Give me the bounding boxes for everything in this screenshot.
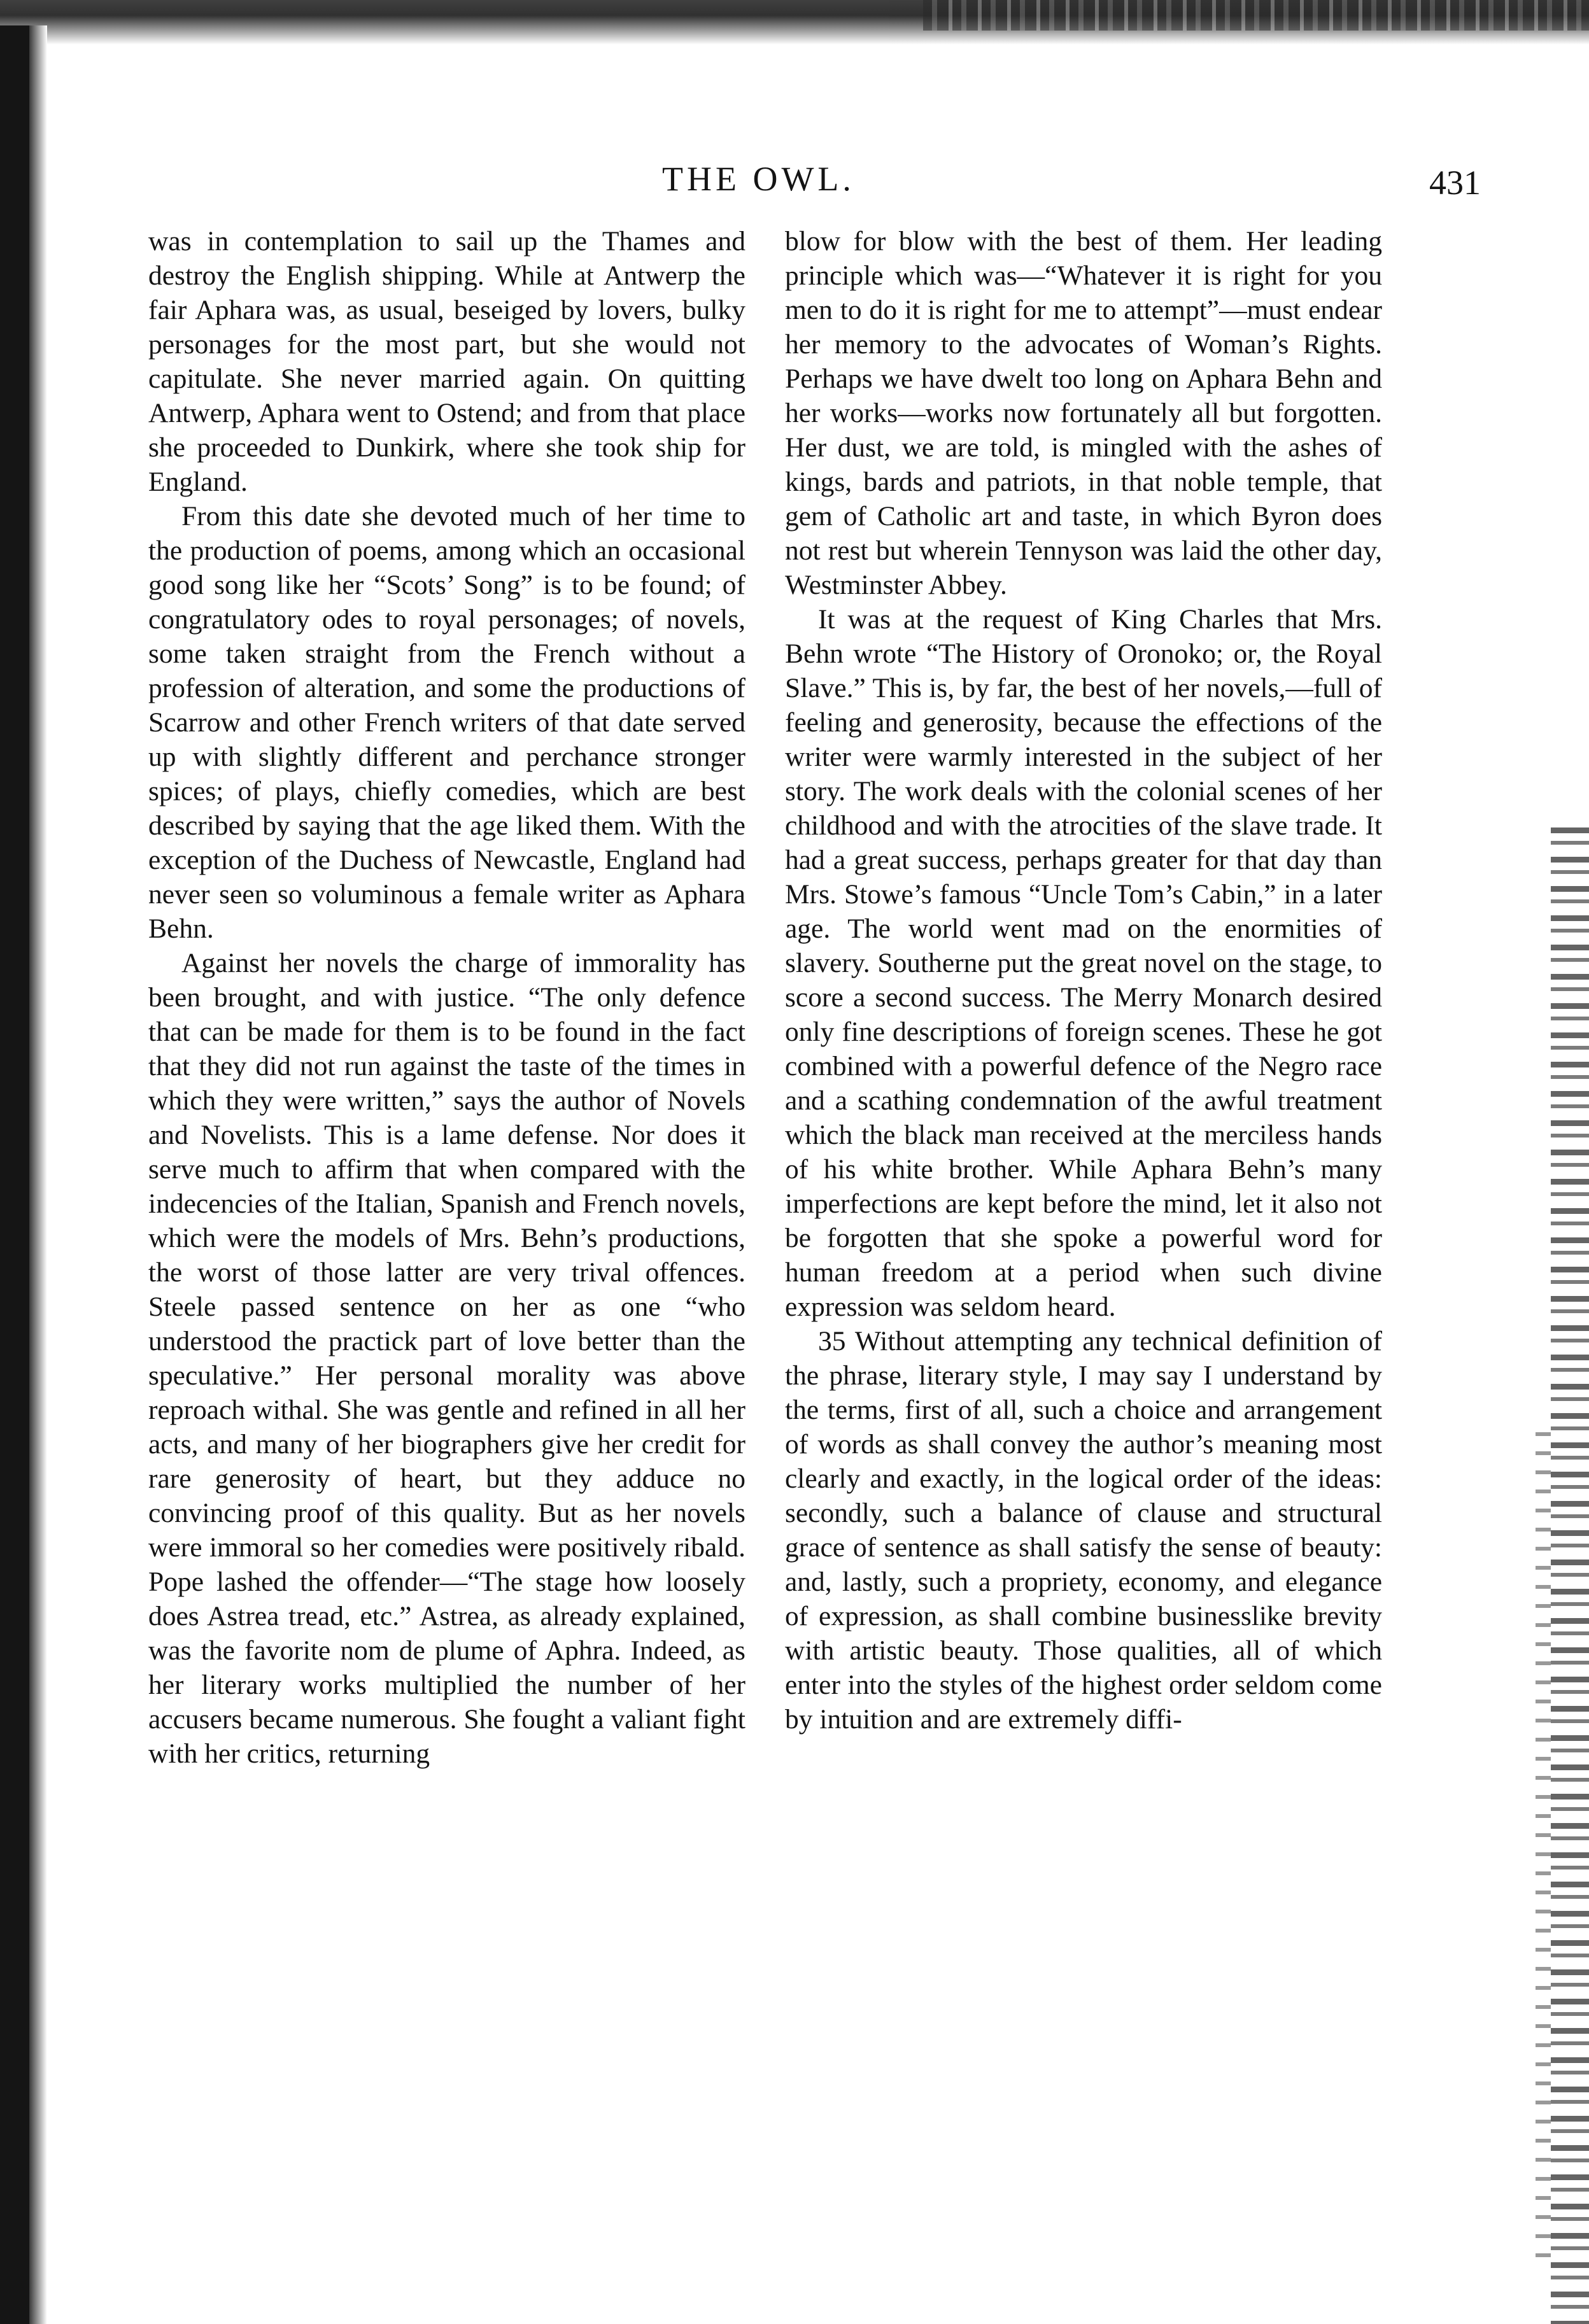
paragraph: blow for blow with the best of them. Her leading principle which was—“Whatever it is right for you men to do it is right for me to attempt”—must endear her memory to the advocates of Woman’s Rights. Perhaps we have dwelt too long on Aphara Behn and her works—works now fortunately all but forgotten. Her dust, we are told, is mingled with the ashes of kings, bards and patriots, in that noble temple, that gem of Catholic art and taste, in which Byron does not rest but wherein Tennyson was laid the other day, Westminster Abbey. <box>785 226 1382 600</box>
paragraph: was in contemplation to sail up the Thames and destroy the English shipping. While at Antwerp the fair Aphara was, as usual, beseiged by lovers, bulky personages for the most part, but she would not capitulate. She never married again. On quitting Antwerp, Aphara went to Ostend; and from that place she proceeded to Dunkirk, where she took ship for England. <box>148 226 745 497</box>
page-top-edge <box>0 0 1589 45</box>
running-title: THE OWL. <box>662 160 855 198</box>
right-column <box>785 224 1382 1736</box>
paragraph: It was at the request of King Charles that Mrs. Behn wrote “The History of Oronoko; or, the Royal Slave.” This is, by far, the best of her novels,—full of feeling and generosity, because the effections of the writer were warmly interested in the subject of her story. The work deals with the colonial scenes of her childhood and with the atrocities of the slave trade. It had a great success, perhaps greater for that day than Mrs. Stowe’s famous “Uncle Tom’s Cabin,” in a later age. The world went mad on the enormities of slavery. Southerne put the great novel on the stage, to score a second success. The Merry Monarch desired only fine descriptions of foreign scenes. These he got combined with a powerful defence of the Negro race and a scathing condemnation of the awful treatment which the black man received at the merciless hands of his white brother. While Aphara Behn’s many imperfections are kept before the mind, let it also not be forgotten that she spoke a powerful word for human freedom at a period when such divine expression was seldom heard. <box>785 604 1382 1322</box>
binding-shadow <box>0 25 29 2324</box>
page-header <box>0 159 1589 210</box>
paragraph: 35 Without attempting any technical definition of the phrase, literary style, I may say I understand by the terms, first of all, such a choice and arrangement of words as shall convey the author’s meaning most clearly and exactly, in the logical order of the ideas: secondly, such a balance of clause and structural grace of sentence as shall satisfy the sense of beauty: and, lastly, such a propriety, economy, and elegance of expression, as shall combine businesslike brevity with artistic beauty. Those qualities, all of which enter into the styles of the highest order seldom come by intuition and are extremely diffi- <box>785 1326 1382 1735</box>
page-edge-artifact-inner <box>1536 1432 1551 2260</box>
page-edge-artifact <box>1551 827 1589 2324</box>
paragraph: Against her novels the charge of immorality has been brought, and with justice. “The only defence that can be made for them is to be found in the fact that they did not run against the taste of the times in which they were written,” says the author of Novels and Novelists. This is a lame defense. Nor does it serve much to affirm that when compared with the indecencies of the Italian, Spanish and French novels, which were the models of Mrs. Behn’s productions, the worst of those latter are very trival offences. Steele passed sentence on her as one “who understood the practick part of love better than the speculative.” Her personal morality was above reproach withal. She was gentle and refined in all her acts, and many of her biographers give her credit for rare generosity of heart, but they adduce no convincing proof of this quality. But as her novels were immoral so her comedies were positively ribald. Pope lashed the offender—“The stage how loosely does Astrea tread, etc.” Astrea, as already explained, was the favorite nom de plume of Aphra. Indeed, as her literary works multiplied the number of her accusers became numerous. She fought a valiant fight with her critics, returning <box>148 948 745 1769</box>
page-number: 431 <box>1429 164 1481 202</box>
paragraph: From this date she devoted much of her time to the production of poems, among which an occasional good song like her “Scots’ Song” is to be found; of congratulatory odes to royal personages; of novels, some taken straight from the French without a profession of alteration, and some the productions of Scarrow and other French writers of that date served up with slightly different and perchance stronger spices; of plays, chiefly comedies, which are best described by saying that the age liked them. With the exception of the Duchess of Newcastle, England had never seen so voluminous a female writer as Aphara Behn. <box>148 501 745 944</box>
left-column <box>148 224 745 1771</box>
